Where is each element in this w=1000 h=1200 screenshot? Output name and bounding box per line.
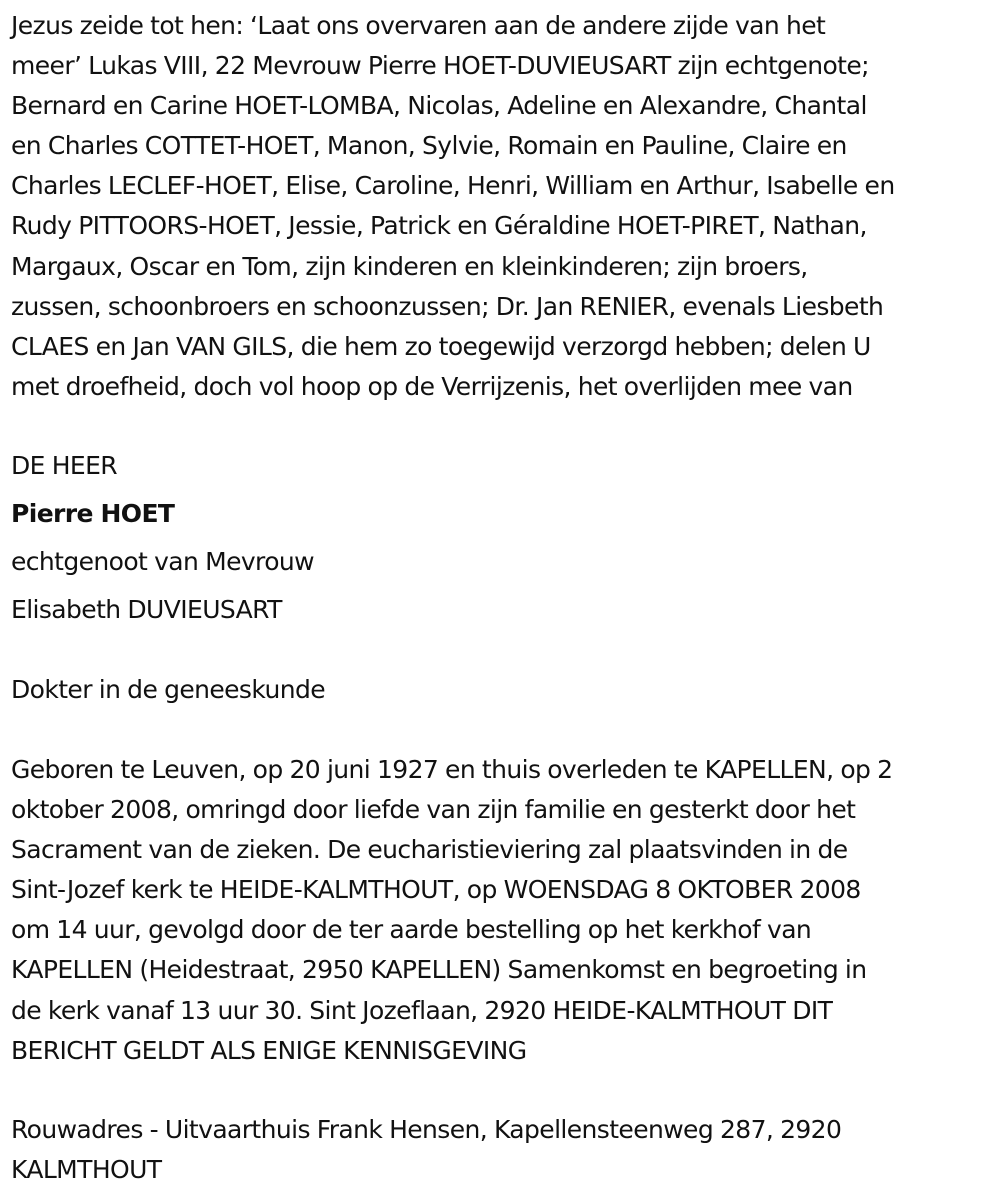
intro-paragraph: [11, 6, 895, 407]
intro-line: Jezus zeide tot hen: ‘Laat ons overvaren aan de andere zijde van het: [11, 11, 826, 40]
mourning-address: [11, 1110, 841, 1190]
details-line: BERICHT GELDT ALS ENIGE KENNISGEVING: [11, 1035, 527, 1065]
details-line: KAPELLEN (Heidestraat, 2950 KAPELLEN) Samenkomst en begroeting in: [11, 955, 867, 985]
details-line: de kerk vanaf 13 uur 30. Sint Jozeflaan, 2920 HEIDE-KALMTHOUT DIT: [11, 995, 833, 1025]
intro-line: en Charles COTTET-HOET, Manon, Sylvie, Romain en Pauline, Claire en: [11, 131, 847, 161]
spouse-name: Elisabeth DUVIEUSART: [11, 595, 282, 624]
details-line: om 14 uur, gevolgd door de ter aarde bestelling op het kerkhof van: [11, 915, 812, 945]
intro-line: Charles LECLEF-HOET, Elise, Caroline, Henri, William en Arthur, Isabelle en: [11, 171, 895, 201]
spouse-label: echtgenoot van Mevrouw: [11, 547, 314, 576]
details-line: oktober 2008, omringd door liefde van zijn familie en gesterkt door het: [11, 795, 856, 825]
profession: Dokter in de geneeskunde: [11, 675, 325, 704]
title-heading: DE HEER: [11, 451, 118, 480]
intro-line: Margaux, Oscar en Tom, zijn kinderen en kleinkinderen; zijn broers,: [11, 251, 808, 281]
intro-line: met droefheid, doch vol hoop op de Verrijzenis, het overlijden mee van: [11, 371, 853, 401]
address-line: Rouwadres - Uitvaarthuis Frank Hensen, Kapellensteenweg 287, 2920: [11, 1115, 842, 1144]
deceased-name: Pierre HOET: [11, 499, 175, 528]
intro-line: Rudy PITTOORS-HOET, Jessie, Patrick en Géraldine HOET-PIRET, Nathan,: [11, 211, 867, 241]
details-paragraph: [11, 750, 892, 1071]
details-line: Sint-Jozef kerk te HEIDE-KALMTHOUT, op WOENSDAG 8 OKTOBER 2008: [11, 875, 861, 905]
details-line: Geboren te Leuven, op 20 juni 1927 en thuis overleden te KAPELLEN, op 2: [11, 755, 893, 784]
intro-line: Bernard en Carine HOET-LOMBA, Nicolas, Adeline en Alexandre, Chantal: [11, 91, 867, 121]
details-line: Sacrament van de zieken. De eucharistieviering zal plaatsvinden in de: [11, 835, 848, 865]
intro-line: zussen, schoonbroers en schoonzussen; Dr. Jan RENIER, evenals Liesbeth: [11, 291, 884, 321]
address-line: KALMTHOUT: [11, 1155, 162, 1185]
intro-line: meer’ Lukas VIII, 22 Mevrouw Pierre HOET-DUVIEUSART zijn echtgenote;: [11, 51, 869, 81]
intro-line: CLAES en Jan VAN GILS, die hem zo toegewijd verzorgd hebben; delen U: [11, 331, 871, 361]
